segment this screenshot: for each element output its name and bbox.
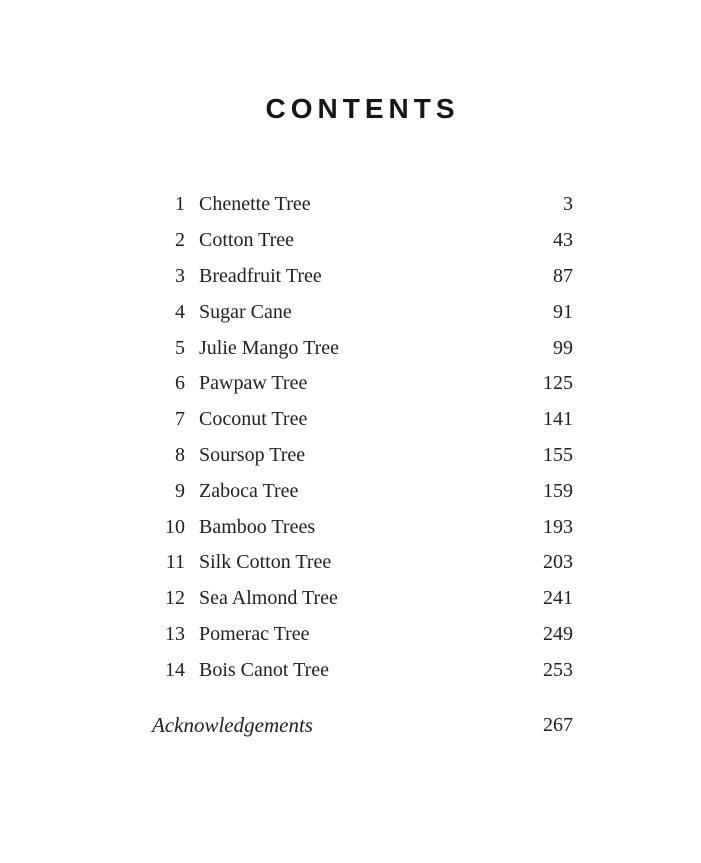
chapter-number: 13 <box>165 622 185 645</box>
chapter-title: Breadfruit Tree <box>199 264 322 287</box>
chapter-number: 4 <box>175 300 185 323</box>
chapter-page-number: 253 <box>543 658 573 681</box>
toc-entry-row <box>152 581 573 617</box>
chapter-title: Bamboo Trees <box>199 515 316 538</box>
chapter-number: 3 <box>175 264 185 287</box>
chapter-number: 11 <box>165 551 185 574</box>
chapter-title: Zaboca Tree <box>199 479 299 502</box>
toc-entry-row <box>152 187 573 223</box>
chapter-title: Sugar Cane <box>199 300 292 323</box>
toc-list <box>152 187 573 688</box>
chapter-title: Bois Canot Tree <box>199 658 330 681</box>
chapter-page-number: 3 <box>563 193 573 216</box>
chapter-page-number: 203 <box>543 551 573 574</box>
contents-block <box>152 0 573 743</box>
chapter-page-number: 241 <box>543 587 573 610</box>
chapter-number: 9 <box>175 479 185 502</box>
chapter-number: 10 <box>165 515 185 538</box>
chapter-title: Cotton Tree <box>199 229 295 252</box>
chapter-page-number: 99 <box>553 336 573 359</box>
chapter-title: Pomerac Tree <box>199 622 310 645</box>
chapter-page-number: 193 <box>543 515 573 538</box>
chapter-number: 8 <box>175 443 185 466</box>
chapter-title: Silk Cotton Tree <box>199 551 332 574</box>
chapter-number: 2 <box>175 229 185 252</box>
chapter-page-number: 125 <box>543 372 573 395</box>
chapter-page-number: 249 <box>543 622 573 645</box>
chapter-page-number: 91 <box>553 300 573 323</box>
chapter-title: Soursop Tree <box>199 443 306 466</box>
chapter-page-number: 87 <box>553 264 573 287</box>
back-matter-row <box>152 707 573 743</box>
toc-entry-row <box>152 617 573 653</box>
chapter-title: Chenette Tree <box>199 193 311 216</box>
chapter-title: Julie Mango Tree <box>199 336 339 359</box>
chapter-title: Pawpaw Tree <box>199 372 308 395</box>
toc-entry-row <box>152 545 573 581</box>
chapter-number: 6 <box>175 372 185 395</box>
chapter-number: 1 <box>175 193 185 216</box>
chapter-page-number: 159 <box>543 479 573 502</box>
toc-entry-row <box>152 294 573 330</box>
toc-entry-row <box>152 509 573 545</box>
page-title: CONTENTS <box>265 93 460 124</box>
chapter-page-number: 141 <box>543 408 573 431</box>
toc-entry-row <box>152 259 573 295</box>
chapter-title: Coconut Tree <box>199 408 308 431</box>
chapter-page-number: 43 <box>553 229 573 252</box>
toc-entry-row <box>152 652 573 688</box>
toc-entry-row <box>152 402 573 438</box>
chapter-title: Sea Almond Tree <box>199 587 338 610</box>
chapter-number: 12 <box>165 587 185 610</box>
back-matter-page-number: 267 <box>543 713 573 736</box>
chapter-number: 14 <box>165 658 185 681</box>
chapter-page-number: 155 <box>543 443 573 466</box>
back-matter-title: Acknowledgements <box>152 712 313 737</box>
back-matter-list <box>152 707 573 743</box>
toc-entry-row <box>152 366 573 402</box>
toc-entry-row <box>152 473 573 509</box>
chapter-number: 5 <box>175 336 185 359</box>
toc-entry-row <box>152 223 573 259</box>
chapter-number: 7 <box>175 408 185 431</box>
toc-entry-row <box>152 330 573 366</box>
toc-entry-row <box>152 438 573 474</box>
